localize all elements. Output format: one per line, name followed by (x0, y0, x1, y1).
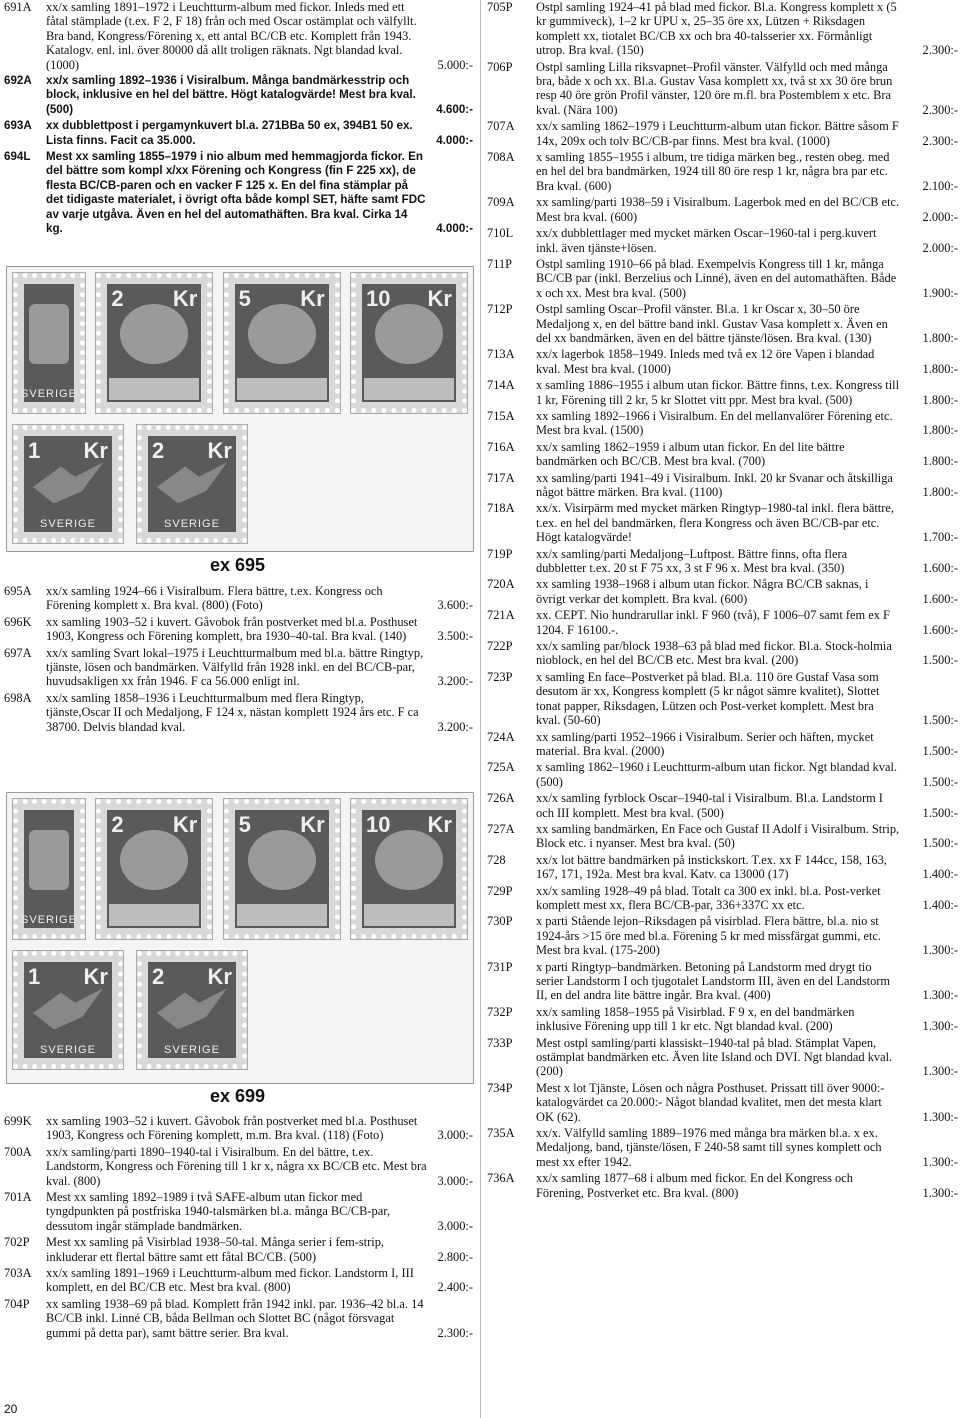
lot-description: x parti Ringtyp–bandmärken. Betoning på Landstorm med drygt tio serier Landstorm I och tjugotalet Landstorm III, även en del Landstorm II, en del andra lite bättre ingår. Bra kval. (400) (536, 959, 891, 1003)
lot-entry (0, 1114, 477, 1143)
lot-price: 3.000:- (437, 1128, 473, 1143)
left-column-mid (0, 584, 477, 736)
lot-price: 4.000:- (436, 133, 473, 147)
lot-price: 1.800:- (922, 485, 958, 499)
lot-description: xx/x dubblettlager med mycket märken Oscar–1960-tal i perg.kuvert inkl. även tjänste+lösen. (536, 226, 877, 255)
lot-entry (484, 1005, 960, 1034)
lot-price: 5.000:- (437, 57, 473, 72)
lot-number: 703A (4, 1266, 32, 1281)
lot-number: 701A (4, 1190, 32, 1205)
lot-price: 1.600:- (922, 591, 958, 606)
lot-number: 692A (4, 74, 32, 88)
left-column-bottom (0, 1114, 477, 1342)
lot-description: xx/x samling 1862–1959 i album utan fickor. En del lite bättre bandmärken och BC/CB. Mest bra kval. (700) (536, 439, 845, 469)
lot-description: xx/x samling 1858–1936 i Leuchtturmalbum med flera Ringtyp, tjänste,Oscar II och Medaljong, F 124 x, nästan komplett 1924 års etc. F ca 38700. Delvis blandad kval. (46, 690, 419, 734)
lot-entry (0, 615, 477, 644)
lot-description: xx samling 1903–52 i kuvert. Gåvobok från postverket med bl.a. Posthuset 1903, Kongress och Förening komplett, bra 1930–40-tal. Bra kval. (140) (46, 614, 418, 644)
lot-number: 697A (4, 645, 32, 660)
lot-number: 714A (487, 378, 515, 393)
lot-description: xx dubblettpost i pergamynkuvert bl.a. 271BBa 50 ex, 394B1 50 ex. Lista finns. Facit ca 35.000. (46, 119, 413, 147)
stamp-kongress-1: 2 Kr (96, 273, 212, 413)
lot-number: 710L (487, 226, 514, 241)
lot-entry (484, 150, 960, 193)
lot-description: Mest ostpl samling/parti klassiskt–1940-tal på blad. Stämplat Vapen, ostämplat bandmärken etc. Även lite Island och DVI. Ngt blandad kval. (200) (536, 1035, 893, 1079)
lot-entry (484, 791, 960, 820)
lot-number: 708A (487, 150, 515, 165)
lot-number: 720A (487, 577, 515, 592)
lot-entry (484, 1171, 960, 1200)
lot-description: xx/x samling 1862–1979 i Leuchtturm-album utan fickor. Bättre såsom F 14x, 209x och tolv BC/CB-par finns. Mest bra kval. (1000) (536, 119, 899, 148)
lot-number: 709A (487, 195, 515, 210)
lot-description: xx/x. Välfylld samling 1889–1976 med många bra märken bl.a. x ex. Medaljong, band, tjänste/lösen, F 240-58 samt till synes komplett och mest xx efter 1942. (536, 1126, 882, 1169)
lot-price: 1.700:- (922, 530, 958, 545)
lot-price: 1.300:- (922, 1109, 958, 1124)
lot-entry (0, 74, 477, 117)
lot-price: 2.000:- (922, 209, 958, 224)
lot-entry (484, 960, 960, 1003)
lot-entry (484, 884, 960, 913)
lot-number: 693A (4, 119, 32, 133)
lot-description: xx/x samling fyrblock Oscar–1940-tal i Visiralbum. Bl.a. Landstorm I och III komplett. Mest bra kval. (500) (536, 791, 883, 820)
lot-entry (484, 1081, 960, 1124)
lot-description: xx/x samling 1877–68 i album med fickor. En del Kongress och Förening, Postverket etc. Bra kval. (800) (536, 1171, 853, 1200)
lot-price: 1.300:- (922, 1064, 958, 1079)
lot-entry (484, 608, 960, 637)
lot-number: 736A (487, 1171, 515, 1186)
lot-price: 3.000:- (437, 1218, 473, 1233)
lot-entry (484, 378, 960, 407)
lot-description: xx/x samling 1891–1969 i Leuchtturm-album med fickor. Landstorm I, III komplett, en del BC/CB etc. Mest bra kval. (800) (46, 1266, 414, 1295)
stamp-kongress-3: 10 Kr (351, 799, 467, 939)
stamp-forening-2: 2 Kr SVERIGE (137, 951, 247, 1069)
lot-entry (0, 584, 477, 613)
lot-description: xx/x samling 1858–1955 på Visirblad. F 9 x, en del bandmärken inklusive Förening upp till 1 kr etc. Ngt blandad kval. (200) (536, 1004, 855, 1034)
lot-description: Ostpl samling 1910–66 på blad. Exempelvis Kongress till 1 kr, många BC/CB par (inkl. Berzelius och Linné), även en del automathäften. Både x och xx. Mest bra kval. (500) (536, 256, 897, 300)
lot-description: x parti Stående lejon–Riksdagen på visirblad. Flera bättre, bl.a. nio st 1924-års >15 öre med bl.a. Förening 5 kr med missfärgat gummi, etc. Mest bra kval. (175-200) (536, 914, 882, 958)
lot-entry (484, 257, 960, 300)
lot-entry (0, 1235, 477, 1264)
lot-price: 2.800:- (437, 1249, 473, 1264)
page-number: 20 (4, 1402, 18, 1416)
lot-description: Mest x lot Tjänste, Lösen och några Posthuset. Prissatt till över 9000:- katalogvärdet ca 20.000:- Något blandad kvalitet, men det mesta klart OK (62). (536, 1080, 885, 1124)
lot-number: 699K (4, 1114, 32, 1128)
lot-number: 725A (487, 760, 515, 775)
lot-entry (0, 691, 477, 734)
lot-description: x samling En face–Postverket på blad. Bl.a. 110 öre Gustaf Vasa som desutom är xx, Kongress komplett (5 kr något sämre kvalitet), Slottet tonat papper, Riksdagen, Lützen och Post-verket komplett. Mest bra kval. (50-60) (536, 669, 880, 728)
lot-number: 732P (487, 1004, 513, 1019)
lot-price: 1.500:- (922, 713, 958, 728)
stamp-kongress-2: 5 Kr (224, 273, 340, 413)
lot-entry (484, 822, 960, 851)
lot-entry (0, 0, 477, 72)
stamp-kongress-2: 5 Kr (224, 799, 340, 939)
lot-price: 1.900:- (922, 285, 958, 300)
lot-entry (484, 347, 960, 376)
lot-entry (484, 1036, 960, 1079)
lot-price: 2.400:- (437, 1280, 473, 1295)
lot-description: x samling 1855–1955 i album, tre tidiga märken beg., resten obeg. med en hel del bra bandmärken, 1924 till 80 öre resp 1 kr, några bra par etc. Bra kval. (600) (536, 150, 890, 193)
lot-price: 3.000:- (437, 1173, 473, 1188)
lot-number: 712P (487, 302, 513, 317)
lot-price: 4.000:- (436, 222, 473, 236)
lot-price: 2.100:- (922, 178, 958, 193)
lot-description: xx/x samling/parti 1890–1940-tal i Visiralbum. En del bättre, t.ex. Landstorm, Kongress och Förening till 1 kr x, några xx BC/CB etc. Mest bra kval. (800) (46, 1144, 427, 1188)
lot-number: 731P (487, 959, 513, 974)
lot-number: 691A (4, 0, 32, 14)
lot-number: 707A (487, 119, 515, 134)
right-column (484, 0, 960, 1202)
lot-entry (484, 670, 960, 728)
lot-entry (484, 440, 960, 469)
lot-price: 1.800:- (922, 392, 958, 407)
lot-price: 1.400:- (922, 897, 958, 912)
lot-price: 1.500:- (922, 653, 958, 668)
lot-number: 734P (487, 1080, 513, 1095)
lot-number: 700A (4, 1144, 32, 1159)
lot-entry (484, 501, 960, 544)
lot-number: 726A (487, 791, 515, 806)
stamp-plate-699 (6, 792, 474, 1084)
stamp-plate-695 (6, 266, 474, 552)
lot-number: 698A (4, 690, 32, 705)
lot-number: 733P (487, 1035, 513, 1050)
lot-description: xx/x samling Svart lokal–1975 i Leuchtturmalbum med bl.a. bättre Ringtyp, tjänste, lösen och bandmärken. Välfylld från 1928 inkl. en del BC/CB-par, huvudsakligen xx från 1946. F ca 56.000 enligt inl. (46, 645, 424, 689)
lot-number: 705P (487, 0, 513, 14)
lot-price: 2.300:- (922, 102, 958, 117)
lot-entry (484, 547, 960, 576)
lot-description: xx/x samling par/block 1938–63 på blad med fickor. Bl.a. Stock-holmia nioblock, en hel del BC/CB etc. Mest bra kval. (200) (536, 639, 892, 668)
lot-number: 721A (487, 608, 515, 623)
lot-description: xx/x samling/parti Medaljong–Luftpost. Bättre finns, ofta flera dubbletter t.ex. 20 st F 75 xx, 3 st F 96 x. Mest bra kval. (350) (536, 546, 848, 576)
lot-entry (484, 853, 960, 882)
lot-description: xx samling 1938–1968 i album utan fickor. Några BC/CB saknas, i övrigt verkar det komplett. Bra kval. (600) (536, 577, 869, 606)
lot-entry (484, 119, 960, 148)
lot-price: 2.300:- (922, 133, 958, 148)
lot-number: 719P (487, 546, 513, 561)
lot-number: 730P (487, 914, 513, 929)
lot-number: 715A (487, 408, 515, 423)
lot-description: Mest xx samling på Visirblad 1938–50-tal. Många serier i fem-strip, inkluderar ett flertal bättre samt ett fåtal BC/CB. (500) (46, 1235, 384, 1264)
lot-description: xx/x lagerbok 1858–1949. Inleds med två ex 12 öre Vapen i blandad kval. Mest bra kval. (1000) (536, 347, 875, 376)
lot-price: 1.800:- (922, 330, 958, 345)
lot-description: Ostpl samling Oscar–Profil vänster. Bl.a. 1 kr Oscar x, 30–50 öre Medaljong x, en del bättre band inkl. Gustav Vasa komplett x. Även en del xx bandmärken, även en del bättre tjänste/lösen. Bra kval. (130) (536, 302, 888, 345)
lot-number: 696K (4, 614, 32, 629)
column-divider (480, 0, 481, 1418)
lot-price: 1.400:- (922, 867, 958, 882)
lot-price: 1.500:- (922, 805, 958, 820)
lot-description: xx samling 1938–69 på blad. Komplett från 1942 inkl. par. 1936–42 bl.a. 14 BC/CB inkl. Linné CB, båda Bellman och Slottet BC (något försvagat gummi på detta par), samt bättre serier. Bra kval. (46, 1296, 424, 1340)
lot-number: 722P (487, 639, 513, 654)
lot-price: 1.800:- (922, 361, 958, 376)
lot-description: Ostpl samling Lilla riksvapnet–Profil vänster. Välfylld och med många bra, både x och xx. Bl.a. Gustav Vasa komplett xx, två st xx 30 öre brun resp 40 öre grön Profil vänster, 120 öre m.fl. bra Postemblem x etc. Bra kval. (Nära 100) (536, 59, 893, 117)
lot-entry (484, 195, 960, 224)
caption-ex-699: ex 699 (210, 1086, 266, 1106)
lot-description: xx samling 1892–1966 i Visiralbum. En del mellanvalörer Förening etc. Mest bra kval. (1500) (536, 408, 893, 438)
lot-price: 1.300:- (922, 1019, 958, 1034)
lot-description: xx/x samling 1928–49 på blad. Totalt ca 300 ex inkl. bl.a. Post-verket komplett mest xx, flera BC/CB-par, 336+337C xx etc. (536, 883, 881, 912)
lot-number: 695A (4, 584, 32, 598)
lot-price: 3.200:- (437, 719, 473, 734)
lot-description: xx/x samling 1891–1972 i Leuchtturm-album med fickor. Inleds med ett fåtal stämplade (t.ex. F 2, F 18) från och med Oscar ostämplat och välfyllt. Bra band, Kongress/Förening x, ett antal BC/CB etc. Komplett från 1943. Katalogv. enl. inl. över 80000 då allt troligen räknats. Ngt blandad kval. (1000) (46, 0, 417, 72)
stamp-posthuset: SVERIGE (13, 799, 85, 939)
lot-entry (484, 60, 960, 118)
lot-price: 1.600:- (922, 561, 958, 576)
lot-entry (0, 1297, 477, 1340)
lot-price: 2.300:- (922, 43, 958, 58)
lot-description: xx. CEPT. Nio hundrarullar inkl. F 960 (två), F 1006–07 samt fem ex F 1204. F 16100.-. (536, 608, 890, 637)
lot-price: 3.200:- (437, 674, 473, 689)
lot-price: 3.500:- (437, 629, 473, 644)
lot-price: 1.500:- (922, 774, 958, 789)
lot-description: xx samling bandmärken, En Face och Gustaf II Adolf i Visiralbum. Strip, Block etc. i nyanser. Mest bra kval. (50) (536, 821, 900, 851)
lot-price: 1.800:- (922, 454, 958, 469)
lot-description: xx/x. Visirpärm med mycket märken Ringtyp–1980-tal inkl. flera bättre, t.ex. en hel del bandmärken, flera Kongress och även BC/CB-par etc. Högt katalogvärde! (536, 501, 894, 545)
lot-number: 711P (487, 256, 513, 271)
lot-price: 1.500:- (922, 743, 958, 758)
lot-description: xx samling/parti 1938–59 i Visiralbum. Lagerbok med en del BC/CB etc. Mest bra kval. (600) (536, 195, 900, 224)
lot-description: x samling 1886–1955 i album utan fickor. Bättre finns, t.ex. Kongress till 1 kr, Förening till 2 kr, 5 kr Slottet vitt ppr. Mest bra kval. (500) (536, 378, 900, 407)
stamp-forening-1: 1 Kr SVERIGE (13, 425, 123, 543)
lot-description: Mest xx samling 1855–1979 i nio album med hemmagjorda fickor. En del bättre som kompl x/xx Förening och Kongress (fin F 225 xx), de flesta BC/CB-paren och en vacker F 125 x. En del fina stämplar på det tidigaste materialet, i övrigt ofta både kompl SET, häfte samt FDC av varje utgåva. Även en hel del automathäften. Bra kval. Cirka 14 kg. (46, 150, 426, 236)
lot-entry (484, 730, 960, 759)
lot-entry (0, 1266, 477, 1295)
lot-entry (484, 1126, 960, 1169)
caption-ex-695: ex 695 (210, 555, 266, 575)
stamp-kongress-3: 10 Kr (351, 273, 467, 413)
lot-number: 694L (4, 150, 31, 164)
lot-entry (0, 1145, 477, 1188)
lot-price: 3.600:- (437, 598, 473, 613)
lot-number: 735A (487, 1126, 515, 1141)
lot-description: xx/x samling 1924–66 i Visiralbum. Flera bättre, t.ex. Kongress och Förening komplett x. Bra kval. (800) (Foto) (46, 584, 383, 613)
lot-price: 4.600:- (436, 102, 473, 116)
lot-description: xx samling/parti 1941–49 i Visiralbum. Inkl. 20 kr Svanar och åtskilliga något bättre märken. Bra kval. (1100) (536, 470, 893, 499)
lot-price: 1.300:- (922, 988, 958, 1003)
lot-entry (484, 577, 960, 606)
left-column-top (0, 0, 477, 239)
lot-price: 1.600:- (922, 622, 958, 637)
lot-number: 724A (487, 729, 515, 744)
stamp-forening-2: 2 Kr SVERIGE (137, 425, 247, 543)
lot-entry (484, 760, 960, 789)
lot-entry (484, 409, 960, 438)
lot-entry (0, 119, 477, 148)
stamp-forening-1: 1 Kr SVERIGE (13, 951, 123, 1069)
lot-price: 1.300:- (922, 1185, 958, 1200)
lot-entry (0, 646, 477, 689)
lot-price: 1.800:- (922, 423, 958, 438)
stamp-posthuset: SVERIGE (13, 273, 85, 413)
lot-number: 723P (487, 669, 513, 684)
lot-number: 706P (487, 59, 513, 74)
lot-price: 1.300:- (922, 943, 958, 958)
lot-number: 717A (487, 470, 515, 485)
lot-description: xx samling/parti 1952–1966 i Visiralbum. Serier och häften, mycket material. Bra kval. (2000) (536, 729, 874, 758)
lot-number: 718A (487, 501, 515, 516)
lot-entry (484, 226, 960, 255)
lot-entry (484, 302, 960, 345)
lot-entry (484, 471, 960, 500)
lot-number: 713A (487, 347, 515, 362)
lot-description: Mest xx samling 1892–1989 i två SAFE-album utan fickor med tyngdpunkten på postfriska 1940-talsmärken bl.a. många BC/CB-par, dessutom ingår stämplade bandmärken. (46, 1190, 390, 1233)
lot-number: 727A (487, 821, 515, 836)
lot-entry (0, 1190, 477, 1233)
lot-entry (484, 0, 960, 58)
lot-description: Ostpl samling 1924–41 på blad med fickor. Bl.a. Kongress komplett x (5 kr gummiveck), 1–2 kr UPU x, 25–35 öre xx, Lützen + Riksdagen komplett xx, tiotalet BC/CB xx och bra 40-talsserier xx. Förmånligt utrop. Bra kval. (150) (536, 0, 897, 58)
lot-entry (484, 914, 960, 957)
lot-description: xx samling 1903–52 i kuvert. Gåvobok från postverket med bl.a. Posthuset 1903, Kongress och Förening komplett, m.m. Bra kval. (118) (Foto) (46, 1114, 418, 1143)
lot-number: 716A (487, 439, 515, 454)
stamp-kongress-1: 2 Kr (96, 799, 212, 939)
lot-entry (0, 150, 477, 236)
lot-price: 1.300:- (922, 1154, 958, 1169)
lot-number: 729P (487, 883, 513, 898)
lot-price: 2.300:- (437, 1325, 473, 1340)
lot-price: 2.000:- (922, 240, 958, 255)
lot-number: 704P (4, 1296, 30, 1311)
lot-entry (484, 639, 960, 668)
lot-description: xx/x lot bättre bandmärken på instickskort. T.ex. xx F 144cc, 158, 163, 167, 171, 192a. Mest bra kval. Katv. ca 13000 (17) (536, 852, 887, 882)
lot-number: 728 (487, 852, 506, 867)
lot-description: xx/x samling 1892–1936 i Visiralbum. Många bandmärkesstrip och block, inklusive en hel del bättre. Högt katalogvärde! Mest bra kval. (500) (46, 74, 416, 116)
lot-price: 1.500:- (922, 836, 958, 851)
lot-description: x samling 1862–1960 i Leuchtturm-album utan fickor. Ngt blandad kval. (500) (536, 760, 897, 789)
lot-number: 702P (4, 1235, 30, 1250)
